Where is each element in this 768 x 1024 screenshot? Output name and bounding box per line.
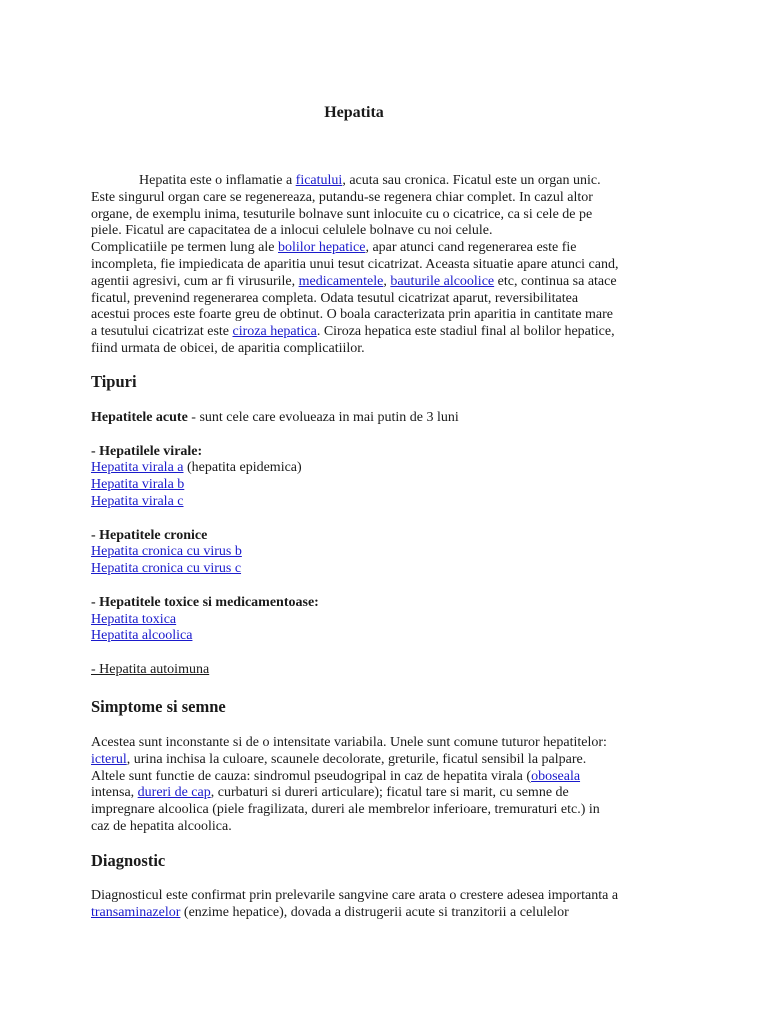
intro-line: Este singurul organ care se regenereaza, putandu-se regenera chiar complet. In cazul altor — [91, 189, 593, 205]
simptome-text: intensa, — [91, 785, 138, 801]
simptome-line: caz de hepatita alcoolica. — [91, 818, 232, 834]
link-oboseala[interactable]: oboseala — [531, 768, 581, 784]
link-ciroza-hepatica[interactable]: ciroza hepatica — [232, 324, 317, 340]
intro-text: Complicatiile pe termen lung ale — [91, 240, 278, 256]
diagnostic-line: Diagnosticul este confirmat prin prelevarile sangvine care arata o crestere adesea importanta a — [91, 888, 619, 903]
link-hepatita-cronica-c[interactable]: Hepatita cronica cu virus c — [91, 561, 242, 577]
link-hepatita-virala-b[interactable]: Hepatita virala b — [91, 477, 185, 493]
intro-line: ficatul, prevenind regenerarea completa. Odata tesutul cicatrizat aparut, reversibilitatea — [91, 290, 579, 306]
simptome-text: Altele sunt functie de cauza: sindromul pseudogripal in caz de hepatita virala ( — [91, 768, 532, 784]
intro-text: , apar atunci cand regenerarea este fie — [365, 240, 577, 256]
diagnostic-text: (enzime hepatice), dovada a distrugerii acute si tranzitorii a celulelor — [180, 904, 569, 920]
virale-heading: - Hepatilele virale: — [91, 443, 203, 459]
section-heading-tipuri: Tipuri — [91, 372, 137, 391]
link-hepatita-autoimuna[interactable]: - Hepatita autoimuna — [91, 661, 210, 677]
intro-text: , acuta sau cronica. Ficatul este un organ unic. — [342, 173, 601, 188]
section-heading-simptome: Simptome si semne — [91, 697, 226, 716]
tipuri-section — [91, 374, 691, 391]
link-hepatita-cronica-b[interactable]: Hepatita cronica cu virus b — [91, 544, 242, 560]
intro-line: incompleta, fie impiedicata de aparitia unui tesut cicatrizat. Aceasta situatie apare atunci cand, — [91, 256, 619, 272]
acute-label: Hepatitele acute — [91, 410, 188, 425]
simptome-line: impregnare alcoolica (piele fragilizata, dureri ale membrelor inferioare, tremuraturi etc.) in — [91, 802, 600, 818]
intro-line: organe, de exemplu inima, tesuturile bolnave sunt inlocuite cu o cicatrice, ca si cele de pe — [91, 206, 593, 222]
cronice-heading: - Hepatitele cronice — [91, 527, 208, 543]
intro-text: , — [383, 273, 391, 289]
intro-text: a tesutului cicatrizat este — [91, 324, 233, 340]
link-bolilor-hepatice[interactable]: bolilor hepatice — [278, 240, 366, 256]
intro-text: agentii agresivi, cum ar fi virusurile, — [91, 273, 299, 289]
simptome-section — [91, 699, 691, 716]
simptome-text: , urina inchisa la culoare, scaunele decolorate, greturile, ficatul sensibil la palpare. — [126, 751, 587, 767]
intro-text: . Ciroza hepatica este stadiul final al bolilor hepatice, — [316, 324, 615, 340]
simptome-line: Acestea sunt inconstante si de o intensitate variabila. Unele sunt comune tuturor hepatitelor: — [91, 735, 607, 750]
link-transaminazelor[interactable]: transaminazelor — [91, 904, 181, 920]
intro-line: acestui proces este foarte greu de obtinut. O boala caracterizata prin aparitia in cantitate mare — [91, 307, 614, 323]
link-hepatita-virala-c[interactable]: Hepatita virala c — [91, 493, 184, 509]
intro-line: piele. Ficatul are capacitatea de a inlocui celulele bolnave cu noi celule. — [91, 223, 493, 239]
diagnostic-section — [91, 853, 691, 870]
tipuri-list — [91, 410, 691, 679]
intro-text: Hepatita este o inflamatie a — [139, 173, 296, 188]
link-hepatita-virala-a[interactable]: Hepatita virala a — [91, 460, 184, 476]
intro-text: etc, continua sa atace — [494, 273, 617, 289]
simptome-text: , curbaturi si dureri articulare); ficatul tare si marit, cu semne de — [210, 785, 569, 801]
virala-a-note: (hepatita epidemica) — [183, 460, 302, 476]
link-icterul[interactable]: icterul — [91, 751, 127, 767]
intro-paragraph — [91, 173, 691, 358]
intro-line: fiind urmata de obicei, de aparitia complicatiilor. — [91, 340, 365, 356]
page-title: Hepatita — [324, 104, 384, 121]
link-bauturile-alcoolice[interactable]: bauturile alcoolice — [390, 273, 495, 289]
link-hepatita-toxica[interactable]: Hepatita toxica — [91, 611, 177, 627]
acute-desc: - sunt cele care evolueaza in mai putin de 3 luni — [187, 410, 459, 425]
diagnostic-paragraph — [91, 888, 691, 922]
link-medicamentele[interactable]: medicamentele — [298, 273, 384, 289]
section-heading-diagnostic: Diagnostic — [91, 851, 166, 870]
toxice-heading: - Hepatitele toxice si medicamentoase: — [91, 594, 319, 610]
link-ficatului[interactable]: ficatului — [295, 173, 343, 188]
simptome-paragraph — [91, 735, 691, 836]
link-hepatita-alcoolica[interactable]: Hepatita alcoolica — [91, 628, 193, 644]
link-dureri-de-cap[interactable]: dureri de cap — [137, 785, 211, 801]
